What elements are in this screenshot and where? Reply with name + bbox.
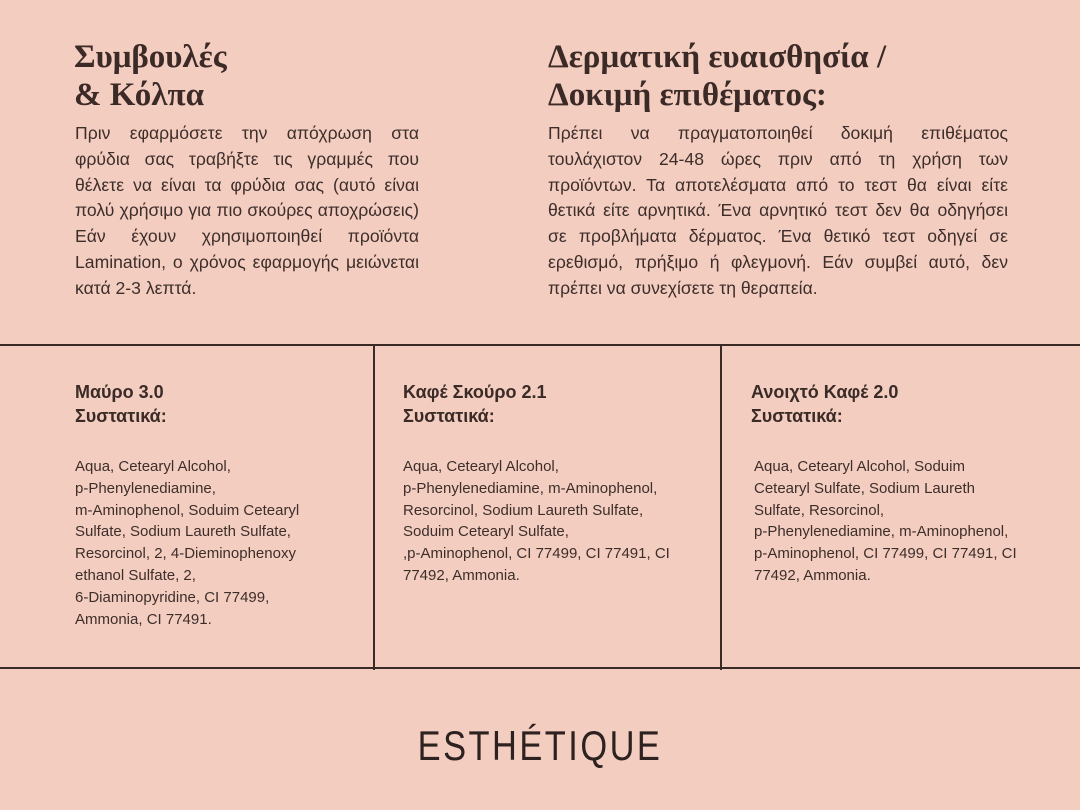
product-title (751, 380, 1056, 428)
patch-test-title-line2: Δοκιμή επιθέματος: (548, 77, 827, 113)
divider-col2 (720, 345, 722, 670)
ingredients-list: Aqua, Cetearyl Alcohol, Soduim Cetearyl Sulfate, Sodium Laureth Sulfate, Resorcinol, p-Phenylenediamine, m-Aminophenol, p-Aminophenol, CI 77499, CI 77491, CI 77492, Ammonia. (754, 458, 1017, 584)
patch-test-title-line1: Δερματική ευαισθησία / (548, 39, 887, 75)
ingredients-list: Aqua, Cetearyl Alcohol, p-Phenylenediamine, m-Aminophenol, Resorcinol, Sodium Laureth Sulfate, Soduim Cetearyl Sulfate, ,p-Aminophenol, CI 77499, CI 77491, CI 77492, Ammonia. (403, 458, 670, 584)
divider-col1 (373, 345, 375, 670)
brand-logo: ESTHÉTIQUE (417, 722, 663, 769)
divider-top (0, 344, 1080, 346)
product-name: Μαύρο 3.0 (75, 382, 164, 402)
ingredients-list: Aqua, Cetearyl Alcohol, p-Phenylenediamine, m-Aminophenol, Soduim Cetearyl Sulfate, Sodium Laureth Sulfate, Resorcinol, 2, 4-Dieminophenoxy ethanol Sulfate, 2, 6-Diaminopyridine, CI 77499, Ammonia, CI 77491. (75, 458, 300, 628)
patch-test-body: Πρέπει να πραγματοποιηθεί δοκιμή επιθέματος τουλάχιστον 24-48 ώρες πριν από τη χρήση των προϊόντων. Τα αποτελέσματα από το τεστ θα είναι είτε θετικά είτε αρνητικά. Ένα αρνητικό τεστ δεν θα οδηγήσει σε προβλήματα δέρματος. Ένα θετικό τεστ οδηγεί σε ερεθισμό, πρήξιμο ή φλεγμονή. Εάν συμβεί αυτό, δεν πρέπει να συνεχίσετε τη θεραπεία. (548, 123, 1008, 298)
ingredients-label: Συστατικά: (403, 406, 495, 426)
patch-test-title (548, 38, 886, 114)
product-dark-brown (403, 380, 708, 587)
product-black (75, 380, 360, 630)
tips-title-line2: & Κόλπα (74, 77, 204, 113)
divider-bottom (0, 667, 1080, 669)
ingredients-label: Συστατικά: (75, 406, 167, 426)
product-name: Ανοιχτό Καφέ 2.0 (751, 382, 899, 402)
tips-title (74, 38, 227, 114)
ingredients-label: Συστατικά: (751, 406, 843, 426)
product-title (75, 380, 360, 428)
product-light-brown (751, 380, 1056, 587)
product-title (403, 380, 708, 428)
product-name: Καφέ Σκούρο 2.1 (403, 382, 547, 402)
tips-title-line1: Συμβουλές (74, 39, 227, 75)
tips-body: Πριν εφαρμόσετε την απόχρωση στα φρύδια σας τραβήξτε τις γραμμές που θέλετε να είναι τα φρύδια σας (αυτό είναι πολύ χρήσιμο για πιο σκούρες αποχρώσεις) Εάν έχουν χρησιμοποιηθεί προϊόντα Lamination, ο χρόνος εφαρμογής μειώνεται κατά 2-3 λεπτά. (75, 123, 419, 298)
